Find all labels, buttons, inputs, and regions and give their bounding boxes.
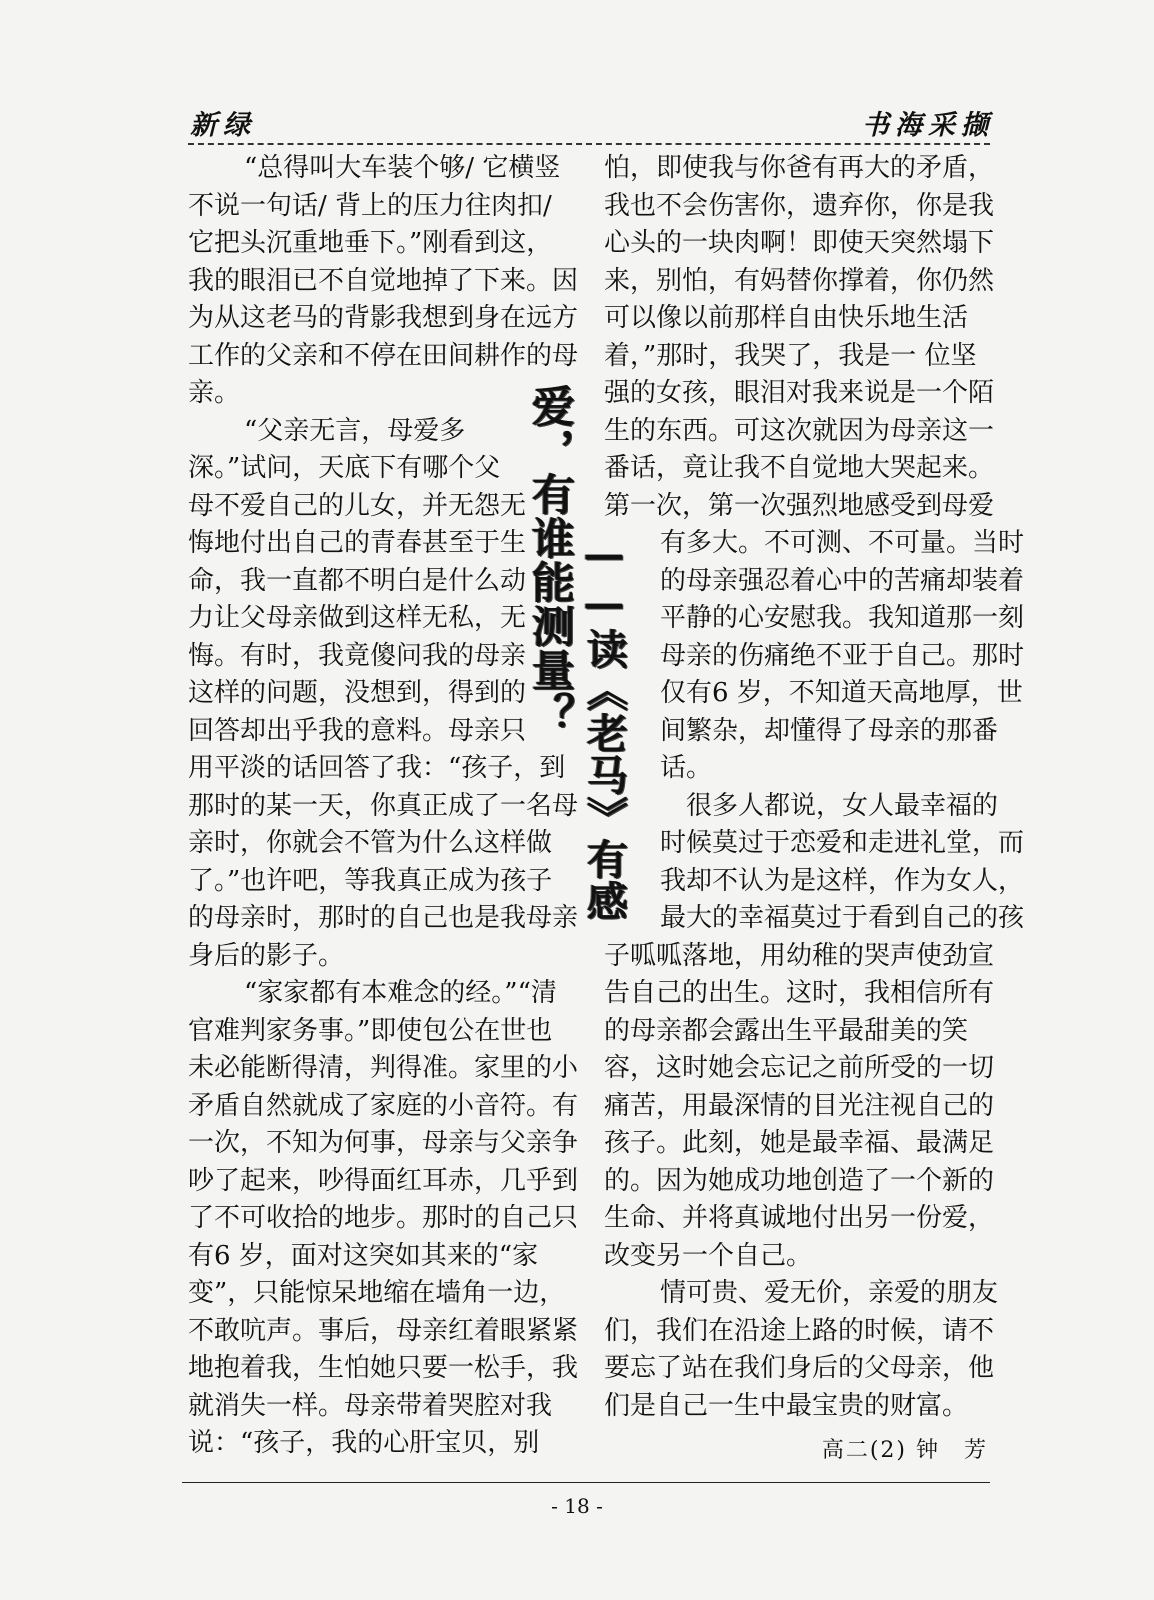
text-line: 痛苦，用最深情的目光注视自己的 — [604, 1090, 995, 1121]
text-line: 的母亲强忍着心中的苦痛却装着 — [660, 565, 1025, 596]
author-byline: 高二(2) 钟 芳 — [821, 1438, 988, 1463]
text-line: 可以像以前那样自由快乐地生活 — [604, 303, 969, 333]
text-line: 生命、并将真诚地付出另一份爱， — [604, 1203, 995, 1233]
text-line: 工作的父亲和不停在田间耕作的母 — [188, 340, 579, 371]
text-line: 孩子。此刻，她是最幸福、最满足 — [604, 1128, 995, 1158]
text-line: 它把头沉重地垂下。”刚看到这， — [188, 228, 553, 258]
text-line: 时候莫过于恋爱和走进礼堂，而 — [660, 828, 1025, 858]
text-line: 说：“孩子，我的心肝宝贝，别 — [188, 1428, 540, 1458]
text-line: 深。”试问，天底下有哪个父 — [188, 453, 501, 483]
text-line: 们，我们在沿途上路的时候，请不 — [604, 1315, 995, 1346]
text-line: 了。”也许吧，等我真正成为孩子 — [188, 865, 553, 896]
text-line: 仅有6 岁，不知道天高地厚，世 — [660, 678, 1023, 708]
text-line: 命，我一直都不明白是什么动 — [188, 565, 527, 596]
article-title: 爱，有谁能测量？ — [525, 384, 575, 736]
article-subtitle: ——读《老马》有感 — [580, 530, 628, 922]
right-column — [604, 150, 1025, 1425]
text-line: 我也不会伤害你，遗弃你，你是我 — [604, 190, 995, 221]
text-line: 番话，竟让我不自觉地大哭起来。 — [604, 453, 995, 483]
text-line: 回答却出乎我的意料。母亲只 — [188, 715, 527, 746]
text-line: 容，这时她会忘记之前所受的一切 — [604, 1053, 995, 1083]
text-line: 母不爱自己的儿女，并无怨无 — [188, 490, 527, 521]
text-line: 亲。 — [188, 378, 241, 408]
text-line: 亲时，你就会不管为什么这样做 — [188, 828, 553, 858]
text-line: 第一次，第一次强烈地感受到母爱 — [604, 490, 995, 521]
text-line: 为从这老马的背影我想到身在远方 — [188, 303, 579, 333]
header-divider — [188, 143, 990, 145]
text-line: 不说一句话/ 背上的压力往肉扣/ — [188, 190, 552, 221]
text-line: 那时的某一天，你真正成了一名母 — [188, 790, 579, 821]
text-line: 怕，即使我与你爸有再大的矛盾， — [604, 153, 995, 183]
text-line: 最大的幸福莫过于看到自己的孩 — [660, 903, 1025, 933]
text-line: “总得叫大车装个够/ 它横竖 — [244, 153, 561, 183]
text-line: “家家都有本难念的经。”“清 — [244, 978, 557, 1008]
text-line: 就消失一样。母亲带着哭腔对我 — [188, 1390, 553, 1421]
text-line: 们是自己一生中最宝贵的财富。 — [604, 1390, 969, 1421]
text-line: 很多人都说，女人最幸福的 — [686, 790, 999, 821]
text-line: 子呱呱落地，用幼稚的哭声使劲宣 — [604, 940, 995, 971]
text-line: 的。因为她成功地创造了一个新的 — [604, 1165, 995, 1196]
text-line: 改变另一个自己。 — [604, 1240, 813, 1271]
text-line: 未必能断得清，判得准。家里的小 — [188, 1053, 579, 1083]
page-number: - 18 - — [551, 1494, 603, 1518]
text-line: 有多大。不可测、不可量。当时 — [660, 528, 1025, 558]
text-line: 官难判家务事。”即使包公在世也 — [188, 1015, 553, 1046]
text-line: 强的女孩，眼泪对我来说是一个陌 — [604, 378, 995, 408]
header-left: 新绿 — [190, 110, 256, 141]
text-line: 来，别怕，有妈替你撑着，你仍然 — [604, 265, 995, 296]
text-line: 的母亲都会露出生平最甜美的笑 — [604, 1015, 969, 1046]
text-line: 有6 岁，面对这突如其来的“家 — [188, 1240, 539, 1271]
text-line: 用平淡的话回答了我：“孩子，到 — [188, 753, 566, 783]
text-line: 这样的问题，没想到，得到的 — [188, 678, 527, 708]
text-line: 着，”那时，我哭了，我是一 位坚 — [604, 340, 977, 371]
text-line: 悔。有时，我竟傻问我的母亲 — [188, 640, 527, 671]
text-line: 悔地付出自己的青春甚至于生 — [188, 528, 527, 558]
text-line: 话。 — [660, 753, 713, 783]
text-line: 我的眼泪已不自觉地掉了下来。因 — [188, 265, 579, 296]
text-line: 告自己的出生。这时，我相信所有 — [604, 978, 995, 1008]
text-line: 间繁杂，却懂得了母亲的那番 — [660, 715, 999, 746]
text-line: 吵了起来，吵得面红耳赤，几乎到 — [188, 1165, 579, 1196]
text-line: 心头的一块肉啊！即使天突然塌下 — [604, 228, 995, 258]
text-line: 变”，只能惊呆地缩在墙角一边， — [188, 1278, 566, 1308]
text-line: 不敢吭声。事后，母亲红着眼紧紧 — [188, 1315, 579, 1346]
text-line: 我却不认为是这样，作为女人， — [660, 865, 1025, 896]
text-line: “父亲无言，母爱多 — [244, 415, 466, 446]
text-line: 矛盾自然就成了家庭的小音符。有 — [188, 1090, 579, 1121]
text-line: 生的东西。可这次就因为母亲这一 — [604, 415, 995, 446]
text-line: 平静的心安慰我。我知道那一刻 — [660, 603, 1025, 633]
left-column — [188, 150, 588, 1463]
text-line: 地抱着我，生怕她只要一松手，我 — [188, 1353, 579, 1383]
text-line: 了不可收拾的地步。那时的自己只 — [188, 1203, 579, 1233]
text-line: 身后的影子。 — [188, 940, 345, 971]
text-line: 母亲的伤痛绝不亚于自己。那时 — [660, 640, 1025, 671]
text-line: 情可贵、爱无价，亲爱的朋友 — [660, 1278, 999, 1308]
text-line: 力让父母亲做到这样无私，无 — [188, 603, 527, 633]
header-right: 书海采撷 — [862, 110, 994, 141]
footer-divider — [182, 1482, 990, 1483]
text-line: 一次，不知为何事，母亲与父亲争 — [188, 1128, 579, 1158]
text-line: 的母亲时，那时的自己也是我母亲 — [188, 903, 579, 933]
text-line: 要忘了站在我们身后的父母亲，他 — [604, 1353, 995, 1383]
